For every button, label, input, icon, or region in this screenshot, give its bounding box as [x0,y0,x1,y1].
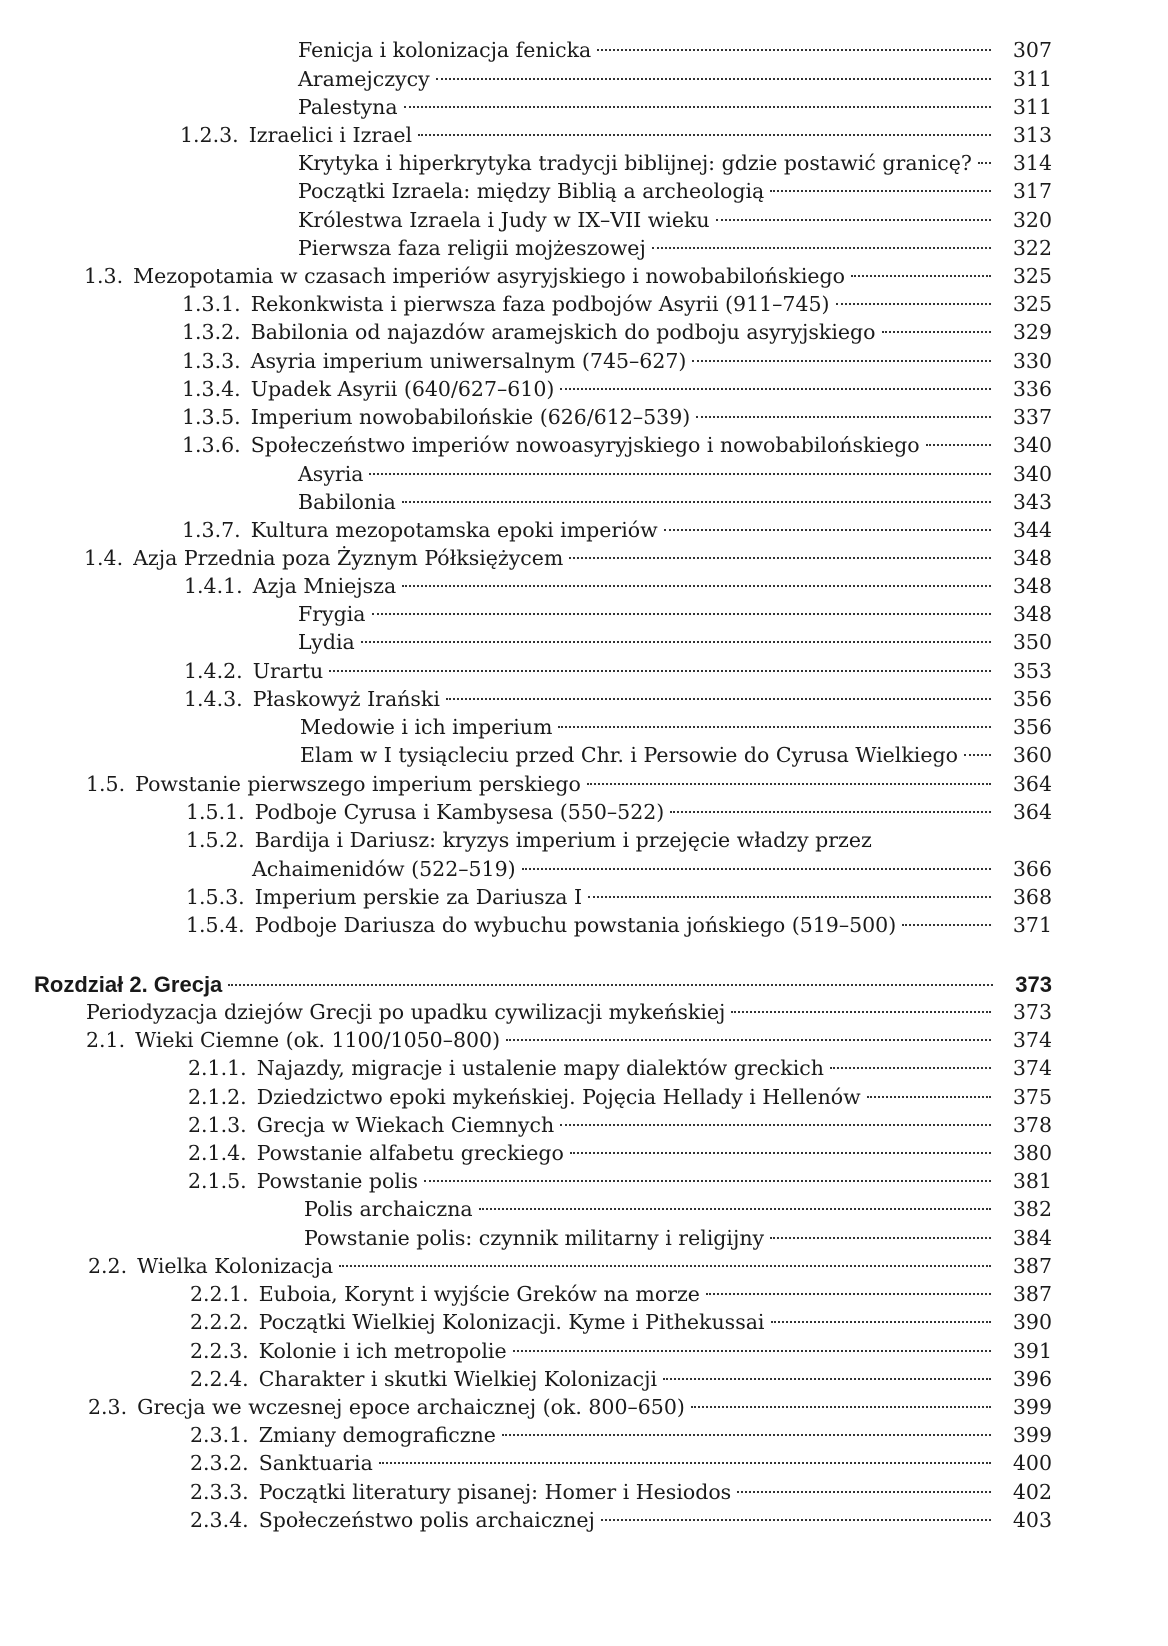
toc-entry [190,1308,1052,1337]
page-number: 384 [1012,1226,1052,1250]
page-number: 317 [1012,179,1052,203]
dot-leader [436,78,991,80]
entry-title: Elam w I tysiącleciu przed Chr. i Persowie do Cyrusa Wielkiego [300,743,958,767]
section-number: 1.3.1. [182,292,241,316]
entry-title: Krytyka i hiperkrytyka tradycji biblijnej: gdzie postawić granicę? [298,151,972,175]
toc-entry [188,1111,1052,1140]
dot-leader [716,219,991,221]
page-number: 396 [1012,1367,1052,1391]
page-number: 382 [1012,1197,1052,1221]
dot-leader [737,1491,991,1493]
toc-entry [184,657,1052,686]
section-number: 1.5.4. [186,913,245,937]
entry-title: Kultura mezopotamska epoki imperiów [250,518,658,542]
entry-title: Imperium perskie za Dariusza I [254,885,583,909]
page-number: 373 [1012,1000,1052,1024]
dot-leader [867,1096,991,1098]
dot-leader [587,783,991,785]
toc-entry [190,1506,1052,1535]
page-number: 399 [1012,1395,1052,1419]
entry-title: Babilonia od najazdów aramejskich do podboju asyryjskiego [250,320,876,344]
page-number: 350 [1012,630,1052,654]
entry-title: Rekonkwista i pierwsza faza podbojów Asyrii (911–745) [250,292,830,316]
section-number: 1.3.7. [182,518,241,542]
entry-title: Powstanie polis [256,1169,419,1193]
toc-entry [86,770,1052,799]
toc-entry [188,1139,1052,1168]
toc-entry [190,1478,1052,1507]
page-number: 325 [1012,292,1052,316]
entry-title: Frygia [298,602,366,626]
dot-leader [228,984,993,986]
section-number: 2.2.2. [190,1310,249,1334]
dot-leader [372,613,991,615]
dot-leader [369,473,990,475]
entry-title: Podboje Dariusza do wybuchu powstania jońskiego (519–500) [254,913,897,937]
entry-title: Palestyna [298,95,398,119]
toc-entry [184,685,1052,714]
entry-title: Mezopotamia w czasach imperiów asyryjskiego i nowobabilońskiego [133,264,845,288]
entry-title: Powstanie polis: czynnik militarny i religijny [304,1226,765,1250]
section-number: 2.3.2. [190,1451,249,1475]
chapter-heading [34,970,1052,999]
entry-title: Społeczeństwo polis archaicznej [258,1508,595,1532]
entry-title: Lydia [298,630,355,654]
toc-entry [182,290,1052,319]
toc-entry [298,488,1052,517]
entry-title: Azja Mniejsza [252,574,397,598]
entry-title: Podboje Cyrusa i Kambysesa (550–522) [254,800,665,824]
page-number: 340 [1012,433,1052,457]
section-number: 2.1.1. [188,1056,247,1080]
page-number: 391 [1012,1339,1052,1363]
dot-leader [402,585,991,587]
section-number: 1.3.6. [182,433,241,457]
section-number: 1.5.2. [186,828,245,852]
toc-entry [300,713,1052,742]
section-number: 1.5. [86,772,126,796]
dot-leader [851,275,991,277]
entry-title: Początki literatury pisanej: Homer i Hesiodos [258,1480,732,1504]
page-number: 311 [1012,67,1052,91]
section-number: 2.2.4. [190,1367,249,1391]
toc-entry [186,883,1052,912]
toc-entry [298,93,1052,122]
entry-title: Społeczeństwo imperiów nowoasyryjskiego i nowobabilońskiego [250,433,920,457]
section-number: 2.1.5. [188,1169,247,1193]
dot-leader [601,1519,991,1521]
page-number: 381 [1012,1169,1052,1193]
page-number: 399 [1012,1423,1052,1447]
dot-leader [663,1378,991,1380]
dot-leader [404,106,991,108]
dot-leader [446,698,991,700]
entry-title: Powstanie pierwszego imperium perskiego [135,772,581,796]
dot-leader [978,162,991,164]
entry-title: Bardija i Dariusz: kryzys imperium i przejęcie władzy przez [254,828,872,852]
toc-entry [84,544,1052,573]
page-number: 344 [1012,518,1052,542]
toc-entry [300,741,1052,770]
dot-leader [570,1152,991,1154]
dot-leader [771,1321,991,1323]
page-number: 390 [1012,1310,1052,1334]
dot-leader [691,1406,991,1408]
toc-entry [304,1195,1052,1224]
entry-title: Periodyzacja dziejów Grecji po upadku cywilizacji mykeńskiej [86,1000,726,1024]
toc-entry [182,403,1052,432]
toc-entry [298,149,1052,178]
entry-title: Wielka Kolonizacja [137,1254,334,1278]
dot-leader [926,444,991,446]
page-number: 374 [1012,1028,1052,1052]
section-number: 1.3.4. [182,377,241,401]
entry-title: Euboia, Korynt i wyjście Greków na morze [258,1282,700,1306]
toc-entry [190,1280,1052,1309]
dot-leader [882,331,991,333]
dot-leader [522,868,991,870]
entry-title: Kolonie i ich metropolie [258,1339,507,1363]
page-number: 313 [1012,123,1052,147]
toc-entry [86,1026,1052,1055]
entry-title: Upadek Asyrii (640/627–610) [250,377,555,401]
toc-entry [298,628,1052,657]
dot-leader [418,134,991,136]
page-number: 348 [1012,602,1052,626]
page-number: 373 [1015,972,1052,997]
entry-title: Początki Wielkiej Kolonizacji. Kyme i Pithekussai [258,1310,765,1334]
dot-leader [569,557,991,559]
page-number: 368 [1012,885,1052,909]
dot-leader [479,1208,991,1210]
entry-title: Grecja w Wiekach Ciemnych [256,1113,555,1137]
dot-leader [588,896,991,898]
page-number: 366 [1012,857,1052,881]
dot-leader [361,641,991,643]
section-number: 2.3. [88,1395,128,1419]
toc-entry [298,36,1052,65]
page-number: 311 [1012,95,1052,119]
entry-title: Asyria imperium uniwersalnym (745–627) [250,349,687,373]
entry-title: Izraelici i Izrael [248,123,413,147]
page-number: 353 [1012,659,1052,683]
toc-entry [186,826,1052,855]
page-number: 325 [1012,264,1052,288]
toc-entry [182,347,1052,376]
toc-entry [190,1337,1052,1366]
entry-title: Aramejczycy [298,67,430,91]
dot-leader [329,670,991,672]
entry-title: Pierwsza faza religii mojżeszowej [298,236,646,260]
toc-entry [298,206,1052,235]
page-number: 403 [1012,1508,1052,1532]
section-number: 1.3.2. [182,320,241,344]
page-number: 336 [1012,377,1052,401]
dot-leader [830,1067,991,1069]
section-number: 2.1. [86,1028,126,1052]
page-number: 356 [1012,715,1052,739]
dot-leader [692,360,990,362]
section-number: 2.1.3. [188,1113,247,1137]
section-number: 1.4. [84,546,124,570]
toc-entry [180,121,1052,150]
section-number: 1.2.3. [180,123,239,147]
section-number: 1.3.3. [182,349,241,373]
entry-title: Grecja we wczesnej epoce archaicznej (ok. 800–650) [137,1395,685,1419]
entry-title: Najazdy, migracje i ustalenie mapy dialektów greckich [256,1056,824,1080]
dot-leader [670,811,991,813]
dot-leader [402,501,991,503]
toc-entry [190,1449,1052,1478]
toc-entry [84,262,1052,291]
toc-entry [186,911,1052,940]
toc-entry [298,177,1052,206]
section-number: 1.5.3. [186,885,245,909]
toc-entry [298,65,1052,94]
toc-entry [86,998,1052,1027]
section-number: 2.3.1. [190,1423,249,1447]
toc-entry [188,1083,1052,1112]
entry-title: Rozdział 2. Grecja [34,972,223,997]
page-number: 337 [1012,405,1052,429]
section-number: 1.4.2. [184,659,243,683]
toc-entry [298,600,1052,629]
entry-title: Sanktuaria [258,1451,373,1475]
toc-entry-continuation [252,855,1052,884]
toc-entry [186,798,1052,827]
section-number: 2.3.4. [190,1508,249,1532]
dot-leader [558,726,990,728]
entry-title: Charakter i skutki Wielkiej Kolonizacji [258,1367,657,1391]
dot-leader [902,924,991,926]
dot-leader [770,190,991,192]
page-number: 360 [1012,743,1052,767]
page-number: 402 [1012,1480,1052,1504]
section-number: 1.4.1. [184,574,243,598]
toc-entry [182,431,1052,460]
entry-title: Wieki Ciemne (ok. 1100/1050–800) [135,1028,501,1052]
toc-entry [304,1224,1052,1253]
toc-entry [182,375,1052,404]
page-number: 314 [1012,151,1052,175]
toc-entry [190,1365,1052,1394]
entry-title: Asyria [298,462,364,486]
dot-leader [706,1293,991,1295]
dot-leader [696,416,991,418]
section-number: 1.5.1. [186,800,245,824]
toc-entry [298,234,1052,263]
entry-title: Zmiany demograficzne [258,1423,496,1447]
toc-entry [188,1167,1052,1196]
dot-leader [731,1011,990,1013]
page-number: 320 [1012,208,1052,232]
dot-leader [513,1350,991,1352]
dot-leader [339,1265,991,1267]
entry-title-continuation: Achaimenidów (522–519) [252,857,516,881]
entry-title: Urartu [252,659,324,683]
toc-entry [184,572,1052,601]
dot-leader [560,388,990,390]
entry-title: Fenicja i kolonizacja fenicka [298,38,592,62]
section-number: 2.2.1. [190,1282,249,1306]
dot-leader [379,1462,991,1464]
page-number: 348 [1012,574,1052,598]
entry-title: Azja Przednia poza Żyznym Półksiężycem [133,546,564,570]
entry-title: Dziedzictwo epoki mykeńskiej. Pojęcia Hellady i Hellenów [256,1085,861,1109]
section-number: 2.2. [88,1254,128,1278]
section-number: 2.3.3. [190,1480,249,1504]
dot-leader [652,247,991,249]
entry-title: Początki Izraela: między Biblią a archeologią [298,179,765,203]
page-number: 356 [1012,687,1052,711]
toc-entry [190,1421,1052,1450]
section-number: 1.3. [84,264,124,288]
entry-title: Królestwa Izraela i Judy w IX–VII wieku [298,208,710,232]
page-number: 364 [1012,800,1052,824]
page-number: 329 [1012,320,1052,344]
dot-leader [836,303,991,305]
entry-title: Płaskowyż Irański [252,687,440,711]
page-number: 375 [1012,1085,1052,1109]
toc-entry [88,1252,1052,1281]
section-number: 2.2.3. [190,1339,249,1363]
toc-entry [298,460,1052,489]
section-number: 2.1.4. [188,1141,247,1165]
page-number: 378 [1012,1113,1052,1137]
entry-title: Polis archaiczna [304,1197,473,1221]
page-number: 364 [1012,772,1052,796]
dot-leader [964,754,991,756]
entry-title: Imperium nowobabilońskie (626/612–539) [250,405,691,429]
dot-leader [664,529,991,531]
page-number: 387 [1012,1282,1052,1306]
page-number: 322 [1012,236,1052,260]
entry-title: Powstanie alfabetu greckiego [256,1141,564,1165]
page-number: 371 [1012,913,1052,937]
section-number: 2.1.2. [188,1085,247,1109]
toc-entry [182,318,1052,347]
toc-entry [88,1393,1052,1422]
dot-leader [597,49,991,51]
toc-entry [182,516,1052,545]
page-number: 380 [1012,1141,1052,1165]
page-number: 340 [1012,462,1052,486]
page-number: 387 [1012,1254,1052,1278]
section-number: 1.4.3. [184,687,243,711]
page-number: 343 [1012,490,1052,514]
entry-title: Medowie i ich imperium [300,715,553,739]
page-number: 307 [1012,38,1052,62]
page-number: 374 [1012,1056,1052,1080]
section-number: 1.3.5. [182,405,241,429]
page-number: 348 [1012,546,1052,570]
page-number: 330 [1012,349,1052,373]
dot-leader [424,1180,991,1182]
dot-leader [506,1039,991,1041]
entry-title: Babilonia [298,490,396,514]
page-number: 400 [1012,1451,1052,1475]
toc-entry [188,1054,1052,1083]
dot-leader [560,1124,991,1126]
dot-leader [770,1237,991,1239]
dot-leader [502,1434,991,1436]
